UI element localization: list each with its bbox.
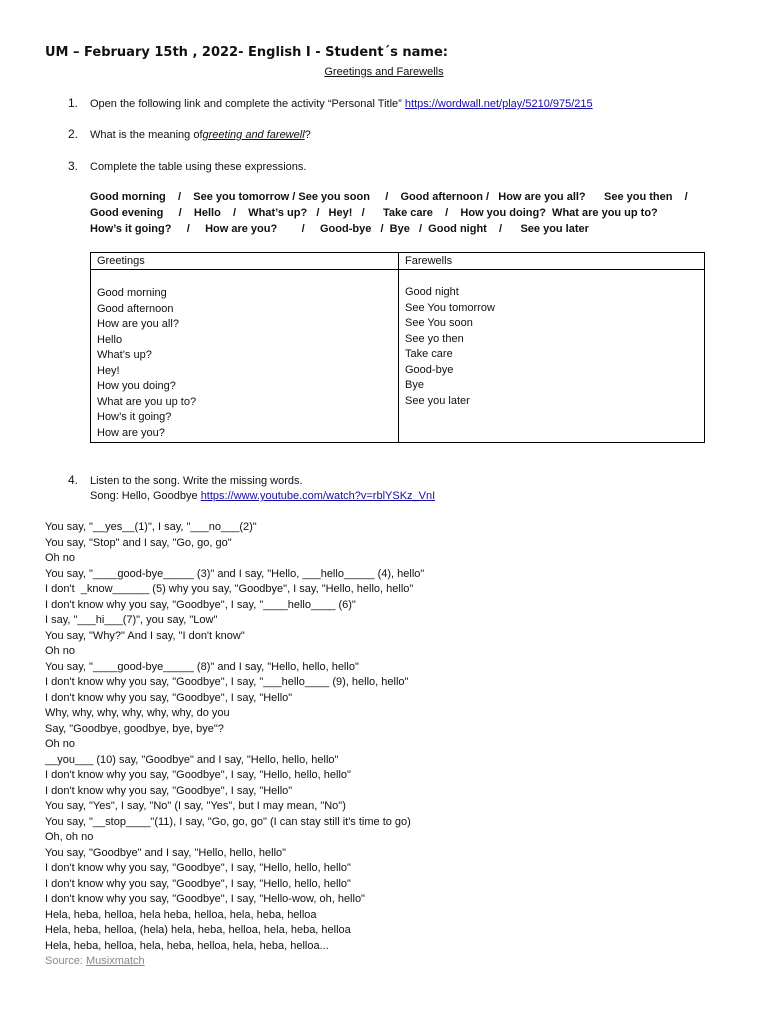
lyric-line: I don't know why you say, "Goodbye", I say, "____hello____ (6)": [45, 598, 356, 611]
lyric-line: I don't know why you say, "Goodbye", I say, "___hello____ (9), hello, hello": [45, 676, 409, 688]
item-number: 2.: [68, 127, 79, 141]
document-header: UM – February 15th , 2022- English I - Student´s name:: [45, 45, 448, 60]
greeting-item: Good afternoon: [97, 302, 174, 315]
farewell-item: See you later: [405, 394, 470, 407]
lyric-line: I don't know why you say, "Goodbye", I say, "Hello, hello, hello": [45, 877, 351, 890]
item-1: [68, 96, 593, 110]
source-label: Source:: [45, 955, 86, 967]
lyric-line: You say, "Why?" And I say, "I don't know": [45, 629, 245, 642]
item-3: [68, 159, 306, 173]
greeting-item: What are you up to?: [97, 395, 197, 408]
song-label: Song: Hello, Goodbye: [90, 490, 201, 502]
song-line: [90, 490, 435, 502]
farewell-item: Take care: [405, 348, 453, 360]
item-2: [68, 127, 311, 141]
farewell-item: See yo then: [405, 332, 464, 345]
lyric-line: I don't know why you say, "Goodbye", I say, "Hello": [45, 691, 293, 704]
lyric-line: Hela, heba, helloa, hela, heba, helloa, hela, heba, helloa...: [45, 939, 329, 952]
item-4: [68, 473, 303, 487]
source-line: [45, 954, 424, 970]
item-number: 1.: [68, 96, 79, 110]
lyric-line: I don't know why you say, "Goodbye", I say, "Hello, hello, hello": [45, 862, 351, 874]
lyric-line: Oh no: [45, 552, 75, 564]
lyric-line: You say, "__stop____"(11), I say, "Go, go, go" (I can stay still it's time to go): [45, 815, 411, 828]
farewell-item: Good night: [405, 286, 459, 298]
lyric-line: You say, "Stop" and I say, "Go, go, go": [45, 536, 232, 549]
item-2-text-end: ?: [304, 129, 311, 141]
greeting-item: What’s up?: [97, 349, 152, 361]
greetings-farewells-table: [90, 252, 705, 443]
source-link[interactable]: Musixmatch: [85, 955, 145, 967]
greeting-item: Good morning: [97, 287, 167, 299]
lyric-line: I don't know why you say, "Goodbye", I say, "Hello-wow, oh, hello": [45, 893, 365, 905]
lyric-line: I don't _know______ (5) why you say, "Goodbye", I say, "Hello, hello, hello": [45, 583, 414, 595]
item-3-text: Complete the table using these expressions.: [90, 161, 307, 173]
lyric-line: Hela, heba, helloa, (hela) hela, heba, helloa, hela, heba, helloa: [45, 924, 351, 936]
wordwall-link[interactable]: https://wordwall.net/play/5210/975/215: [404, 98, 593, 110]
farewell-item: See You soon: [405, 317, 473, 329]
lyric-line: __you___ (10) say, "Goodbye" and I say, "Hello, hello, hello": [45, 753, 339, 766]
lyric-line: Say, "Goodbye, goodbye, bye, bye"?: [45, 722, 224, 735]
lyric-line: You say, "Goodbye" and I say, "Hello, hello, hello": [45, 846, 287, 859]
greeting-item: How are you all?: [97, 318, 179, 330]
expressions-line-3: How’s it going? / How are you? / Good-bye / Bye / Good night / See you later: [90, 223, 589, 235]
greeting-item: How are you?: [97, 426, 165, 439]
greeting-item: How you doing?: [97, 380, 176, 392]
lyric-line: Oh no: [45, 738, 75, 750]
farewell-item: Good-bye: [405, 363, 454, 376]
greetings-header: Greetings: [91, 253, 399, 270]
document-title: Greetings and Farewells: [324, 66, 444, 78]
lyrics: [45, 520, 424, 970]
greeting-item: Hello: [97, 333, 123, 346]
item-2-text: What is the meaning of: [90, 129, 203, 141]
lyric-line: I don't know why you say, "Goodbye", I say, "Hello, hello, hello": [45, 769, 351, 781]
lyric-line: You say, "____good-bye_____ (3)" and I say, "Hello, ___hello_____ (4), hello": [45, 567, 425, 580]
lyric-line: I don't know why you say, "Goodbye", I say, "Hello": [45, 784, 293, 797]
lyric-line: Why, why, why, why, why, why, do you: [45, 707, 230, 719]
greeting-item: How’s it going?: [97, 411, 172, 423]
lyric-line: You say, "Yes", I say, "No" (I say, "Yes", but I may mean, "No"): [45, 800, 346, 812]
lyric-line: You say, "____good-bye_____ (8)" and I say, "Hello, hello, hello": [45, 660, 359, 673]
item-number: 4.: [68, 473, 79, 487]
lyric-line: Oh no: [45, 645, 75, 657]
greetings-cell: [91, 270, 399, 443]
farewell-item: Bye: [405, 379, 424, 391]
expressions-line-2: Good evening / Hello / What’s up? / Hey! / Take care / How you doing? What are you up to?: [90, 207, 658, 219]
item-number: 3.: [68, 159, 79, 173]
item-1-text: Open the following link and complete the activity “Personal Title”: [90, 98, 402, 110]
lyric-line: Hela, heba, helloa, hela heba, helloa, hela, heba, helloa: [45, 908, 317, 921]
item-4-text: Listen to the song. Write the missing words.: [90, 475, 303, 487]
greeting-item: Hey!: [97, 364, 120, 377]
item-2-emphasis: greeting and farewell: [202, 129, 305, 141]
farewells-header: Farewells: [399, 253, 705, 270]
lyric-line: You say, "__yes__(1)", I say, "___no___(2)": [45, 521, 257, 533]
farewell-item: See You tomorrow: [405, 301, 495, 314]
lyric-line: I say, "___hi___(7)", you say, "Low": [45, 614, 218, 626]
farewells-cell: [399, 270, 705, 443]
lyric-line: Oh, oh no: [45, 831, 94, 843]
expressions-line-1: Good morning / See you tomorrow / See you soon / Good afternoon / How are you all? See you then /: [90, 191, 688, 203]
youtube-link[interactable]: https://www.youtube.com/watch?v=rblYSKz_VnI: [200, 490, 436, 502]
